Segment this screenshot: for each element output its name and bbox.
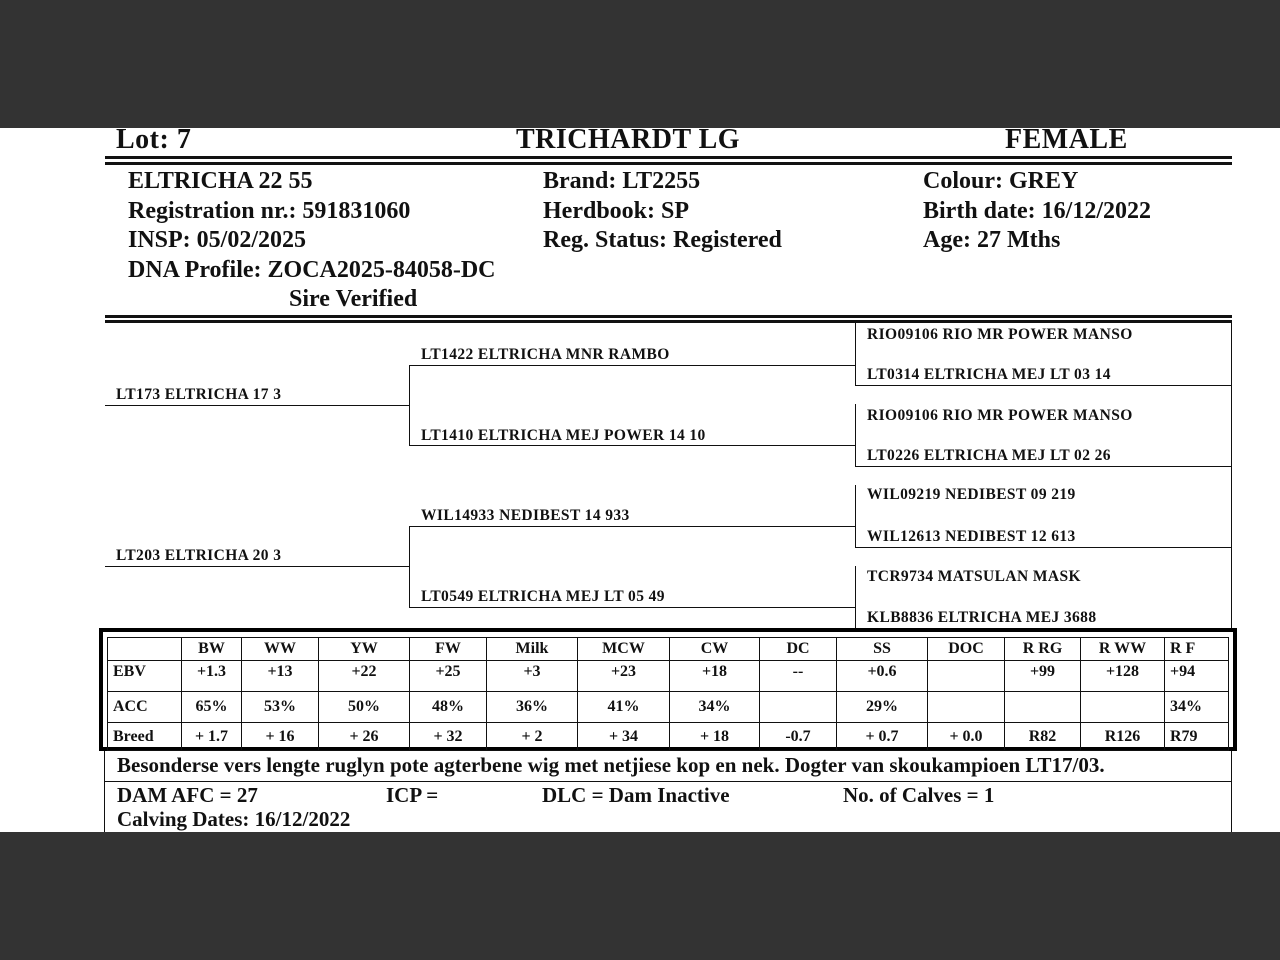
ebv-cell <box>928 692 1005 723</box>
pedigree-line <box>409 365 855 366</box>
ebv-cell <box>760 692 837 723</box>
ebv-cell: 50% <box>319 692 410 723</box>
acc-row <box>108 692 1229 723</box>
ebv-cell: +3 <box>487 661 578 692</box>
ebv-row-label: ACC <box>108 692 182 723</box>
header-rule-2 <box>105 162 1232 165</box>
ebv-cell: -0.7 <box>760 723 837 751</box>
ebv-header-cell: SS <box>837 638 928 661</box>
info-rule <box>105 315 1232 318</box>
colour: Colour: GREY <box>923 168 1079 194</box>
ebv-cell: -- <box>760 661 837 692</box>
calving-dates: Calving Dates: 16/12/2022 <box>117 807 351 831</box>
pedigree-right-border <box>1231 323 1232 628</box>
dlc: DLC = Dam Inactive <box>542 783 730 807</box>
header-rule <box>105 156 1232 159</box>
icp: ICP = <box>386 783 439 807</box>
ebv-cell: + 1.7 <box>182 723 242 751</box>
ebv-header-cell: R WW <box>1081 638 1165 661</box>
ebv-cell: 41% <box>578 692 670 723</box>
ebv-cell: +13 <box>242 661 319 692</box>
ebv-cell: +94 <box>1165 661 1229 692</box>
birth-date: Birth date: 16/12/2022 <box>923 197 1151 224</box>
ebv-header-cell: BW <box>182 638 242 661</box>
pedigree-ssd: LT0314 ELTRICHA MEJ LT 03 14 <box>867 366 1111 383</box>
ebv-row-label: Breed <box>108 723 182 751</box>
ebv-cell: 34% <box>1165 692 1229 723</box>
dna-profile: DNA Profile: ZOCA2025-84058-DC <box>128 256 496 283</box>
ebv-cell <box>1005 692 1081 723</box>
ebv-cell: R79 <box>1165 723 1229 751</box>
pedigree-line <box>105 566 409 567</box>
pedigree-sdd: LT0226 ELTRICHA MEJ LT 02 26 <box>867 447 1111 464</box>
ebv-cell: 29% <box>837 692 928 723</box>
ebv-row-label: EBV <box>108 661 182 692</box>
ebv-header-cell: R F <box>1165 638 1229 661</box>
animal-name: ELTRICHA 22 55 <box>128 168 313 194</box>
registration-status: Reg. Status: Registered <box>543 227 782 253</box>
breeder-name: TRICHARDT LG <box>516 128 741 155</box>
ebv-cell: +128 <box>1081 661 1165 692</box>
info-rule-2 <box>105 320 1232 323</box>
ebv-header-cell: MCW <box>578 638 670 661</box>
ebv-cell: + 0.0 <box>928 723 1005 751</box>
pedigree-bracket <box>855 323 856 386</box>
ebv-cell: +0.6 <box>837 661 928 692</box>
pedigree-bracket <box>409 365 410 446</box>
dam-afc: DAM AFC = 27 <box>117 783 258 807</box>
pedigree-line <box>855 547 1232 548</box>
ebv-cell: + 0.7 <box>837 723 928 751</box>
pedigree-line <box>105 405 409 406</box>
ebv-cell: 36% <box>487 692 578 723</box>
info-col-2 <box>543 167 782 256</box>
pedigree-dam-dam: LT0549 ELTRICHA MEJ LT 05 49 <box>421 588 665 605</box>
ebv-cell: + 32 <box>410 723 487 751</box>
ebv-cell: R82 <box>1005 723 1081 751</box>
remarks-rule <box>104 781 1232 782</box>
ebv-row <box>108 661 1229 692</box>
pedigree-dds: TCR9734 MATSULAN MASK <box>867 568 1081 585</box>
ebv-cell: + 18 <box>670 723 760 751</box>
pedigree-dam-sire: WIL14933 NEDIBEST 14 933 <box>421 507 630 524</box>
age: Age: 27 Mths <box>923 227 1061 253</box>
number-of-calves: No. of Calves = 1 <box>843 783 995 807</box>
remarks: Besonderse vers lengte ruglyn pote agterbene wig met netjiese kop en nek. Dogter van skoukampioen LT17/03. <box>117 753 1105 777</box>
ebv-cell: + 16 <box>242 723 319 751</box>
pedigree-line <box>409 607 855 608</box>
ebv-cell: R126 <box>1081 723 1165 751</box>
info-col-3 <box>923 167 1151 256</box>
pedigree-line <box>855 466 1232 467</box>
ebv-header-cell: CW <box>670 638 760 661</box>
frame-right <box>1231 751 1232 832</box>
ebv-header-cell: DOC <box>928 638 1005 661</box>
pedigree-bracket <box>409 526 410 607</box>
ebv-header-cell: DC <box>760 638 837 661</box>
pedigree-sds: RIO09106 RIO MR POWER MANSO <box>867 407 1133 424</box>
ebv-cell: +23 <box>578 661 670 692</box>
frame-left <box>104 751 105 832</box>
pedigree-dsd: WIL12613 NEDIBEST 12 613 <box>867 528 1076 545</box>
pedigree-line <box>409 445 855 446</box>
ebv-cell <box>1081 692 1165 723</box>
ebv-cell: +22 <box>319 661 410 692</box>
brand: Brand: LT2255 <box>543 168 701 194</box>
inspection-date: INSP: 05/02/2025 <box>128 227 307 253</box>
pedigree-line <box>855 385 1232 386</box>
ebv-cell: 34% <box>670 692 760 723</box>
ebv-table <box>107 637 1229 751</box>
pedigree-line <box>409 526 855 527</box>
ebv-cell: 53% <box>242 692 319 723</box>
sex-label: FEMALE <box>1005 128 1128 155</box>
ebv-header-cell <box>108 638 182 661</box>
ebv-cell: +18 <box>670 661 760 692</box>
lot-number: Lot: 7 <box>116 128 192 155</box>
sire-verified: Sire Verified <box>289 286 418 312</box>
pedigree-bracket <box>855 404 856 467</box>
info-col-1 <box>128 167 496 315</box>
pedigree-dam: LT203 ELTRICHA 20 3 <box>116 547 282 564</box>
ebv-header-cell: WW <box>242 638 319 661</box>
ebv-cell: +99 <box>1005 661 1081 692</box>
ebv-cell: + 26 <box>319 723 410 751</box>
ebv-cell: 48% <box>410 692 487 723</box>
pedigree-sss: RIO09106 RIO MR POWER MANSO <box>867 326 1133 343</box>
ebv-header-cell: Milk <box>487 638 578 661</box>
ebv-cell: +25 <box>410 661 487 692</box>
ebv-cell <box>928 661 1005 692</box>
pedigree-sire-sire: LT1422 ELTRICHA MNR RAMBO <box>421 346 670 363</box>
herdbook: Herdbook: SP <box>543 197 690 224</box>
pedigree-bracket <box>855 566 856 628</box>
ebv-header-cell: FW <box>410 638 487 661</box>
pedigree-sire-dam: LT1410 ELTRICHA MEJ POWER 14 10 <box>421 427 706 444</box>
pedigree-ddd: KLB8836 ELTRICHA MEJ 3688 <box>867 609 1097 626</box>
registration-number: Registration nr.: 591831060 <box>128 197 411 224</box>
ebv-cell: 65% <box>182 692 242 723</box>
breed-row <box>108 723 1229 751</box>
pedigree-dss: WIL09219 NEDIBEST 09 219 <box>867 486 1076 503</box>
ebv-header-cell: YW <box>319 638 410 661</box>
ebv-cell: +1.3 <box>182 661 242 692</box>
ebv-cell: + 2 <box>487 723 578 751</box>
pedigree-bracket <box>855 485 856 548</box>
ebv-header-cell: R RG <box>1005 638 1081 661</box>
pedigree-sire: LT173 ELTRICHA 17 3 <box>116 386 282 403</box>
lot-card <box>0 128 1280 832</box>
ebv-header-row <box>108 638 1229 661</box>
ebv-cell: + 34 <box>578 723 670 751</box>
